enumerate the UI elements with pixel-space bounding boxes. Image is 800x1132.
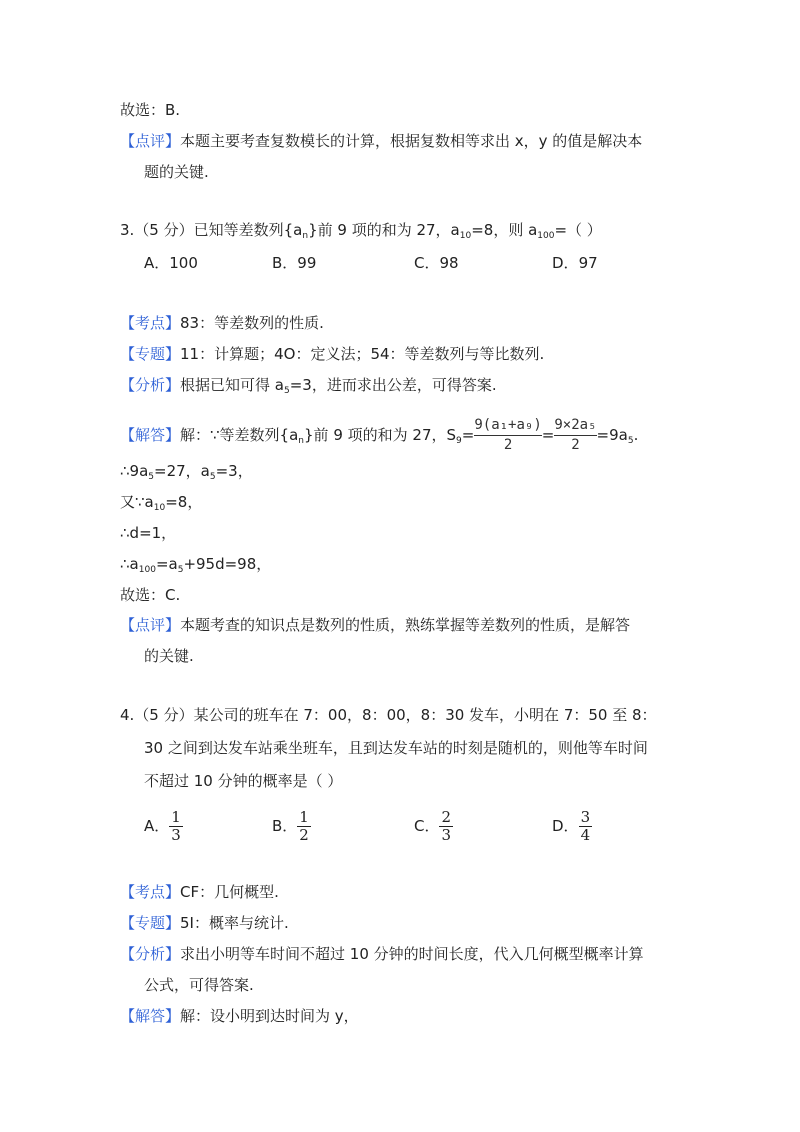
q2-answer: 故选：B. [120,101,181,119]
q3-stem: 3.（5 分）已知等差数列$\{a_n\}$前 9 项的和为 27，$a_{10}=8$，则 $a_{100}=$（ ） [120,221,602,241]
q4-stem-line2: 30 之间到达发车站乘坐班车，且到达发车站的时刻是随机的，则他等车时间 [144,739,648,757]
q4-option-b: B． $\frac{1}{2}$ [272,808,309,844]
q3-step3: ∴d=1， [120,524,177,542]
q3-step1: $\therefore 9a_5=27$，$a_5=3$， [120,462,253,482]
fraction: $\frac{1}{3}$ [171,808,181,844]
q3-kaodian: 【考点】83：等差数列的性质. [120,314,324,332]
q4-fenxi-line1: 【分析】求出小明等车时间不超过 10 分钟的时间长度，代入几何概型概率计算 [120,945,644,963]
q3-option-d: D．97 [552,254,598,272]
q3-answer: 故选：C. [120,586,181,604]
q2-comment-line2: 题的关键. [144,163,209,181]
q3-zhuanti: 【专题】11：计算题；4O：定义法；54：等差数列与等比数列. [120,345,545,363]
q3-option-c: C．98 [414,254,459,272]
q4-kaodian: 【考点】CF：几何概型. [120,883,279,901]
q4-jieda: 【解答】解：设小明到达时间为 y， [120,1007,359,1025]
q3-option-a: A．100 [144,254,198,272]
fraction: $\frac{1}{2}$ [299,808,309,844]
comment-tag: 【点评】 [120,132,181,150]
fraction-9x2a5: $\frac{\text{9×2a₅}}{2}$ [554,417,597,453]
q4-fenxi-line2: 公式，可得答案. [144,976,254,994]
q4-option-a: A． $\frac{1}{3}$ [144,808,181,844]
q4-option-d: D． $\frac{3}{4}$ [552,808,591,844]
q4-stem-line1: 4.（5 分）某公司的班车在 7：00，8：00，8：30 发车，小明在 7：50 至 8： [120,706,657,724]
q3-fenxi: 【分析】根据已知可得 $a_5=3$，进而求出公差，可得答案. [120,376,497,396]
q3-option-b: B．99 [272,254,317,272]
fraction-s9: $\frac{\text{9(a₁+a₉)}}{2}$ [474,417,542,453]
q3-comment-line1: 【点评】本题考查的知识点是数列的性质，熟练掌握等差数列的性质，是解答 [120,616,631,634]
q4-zhuanti: 【专题】5I：概率与统计. [120,914,289,932]
q3-comment-line2: 的关键. [144,647,194,665]
q3-jieda: 【解答】解：∵等差数列$\{a_n\}$前 9 项的和为 27，$S_9=$ $\frac{\text{9(a₁+a₉)}}{2}$ = $\frac{\text{9×2a₅}}{2}$ $=9a_5$. [120,417,639,453]
q2-comment-line1: 【点评】本题主要考查复数模长的计算，根据复数相等求出 x，y 的值是解决本 [120,132,643,150]
q3-step4: $\therefore a_{100}=a_5+95d=98$， [120,555,272,575]
q4-stem-line3: 不超过 10 分钟的概率是（ ） [144,772,343,790]
q3-step2: 又$\because a_{10}=8$， [120,493,203,513]
q4-option-c: C． $\frac{2}{3}$ [414,808,452,844]
fraction: $\frac{2}{3}$ [441,808,452,844]
fraction: $\frac{3}{4}$ [580,808,591,844]
